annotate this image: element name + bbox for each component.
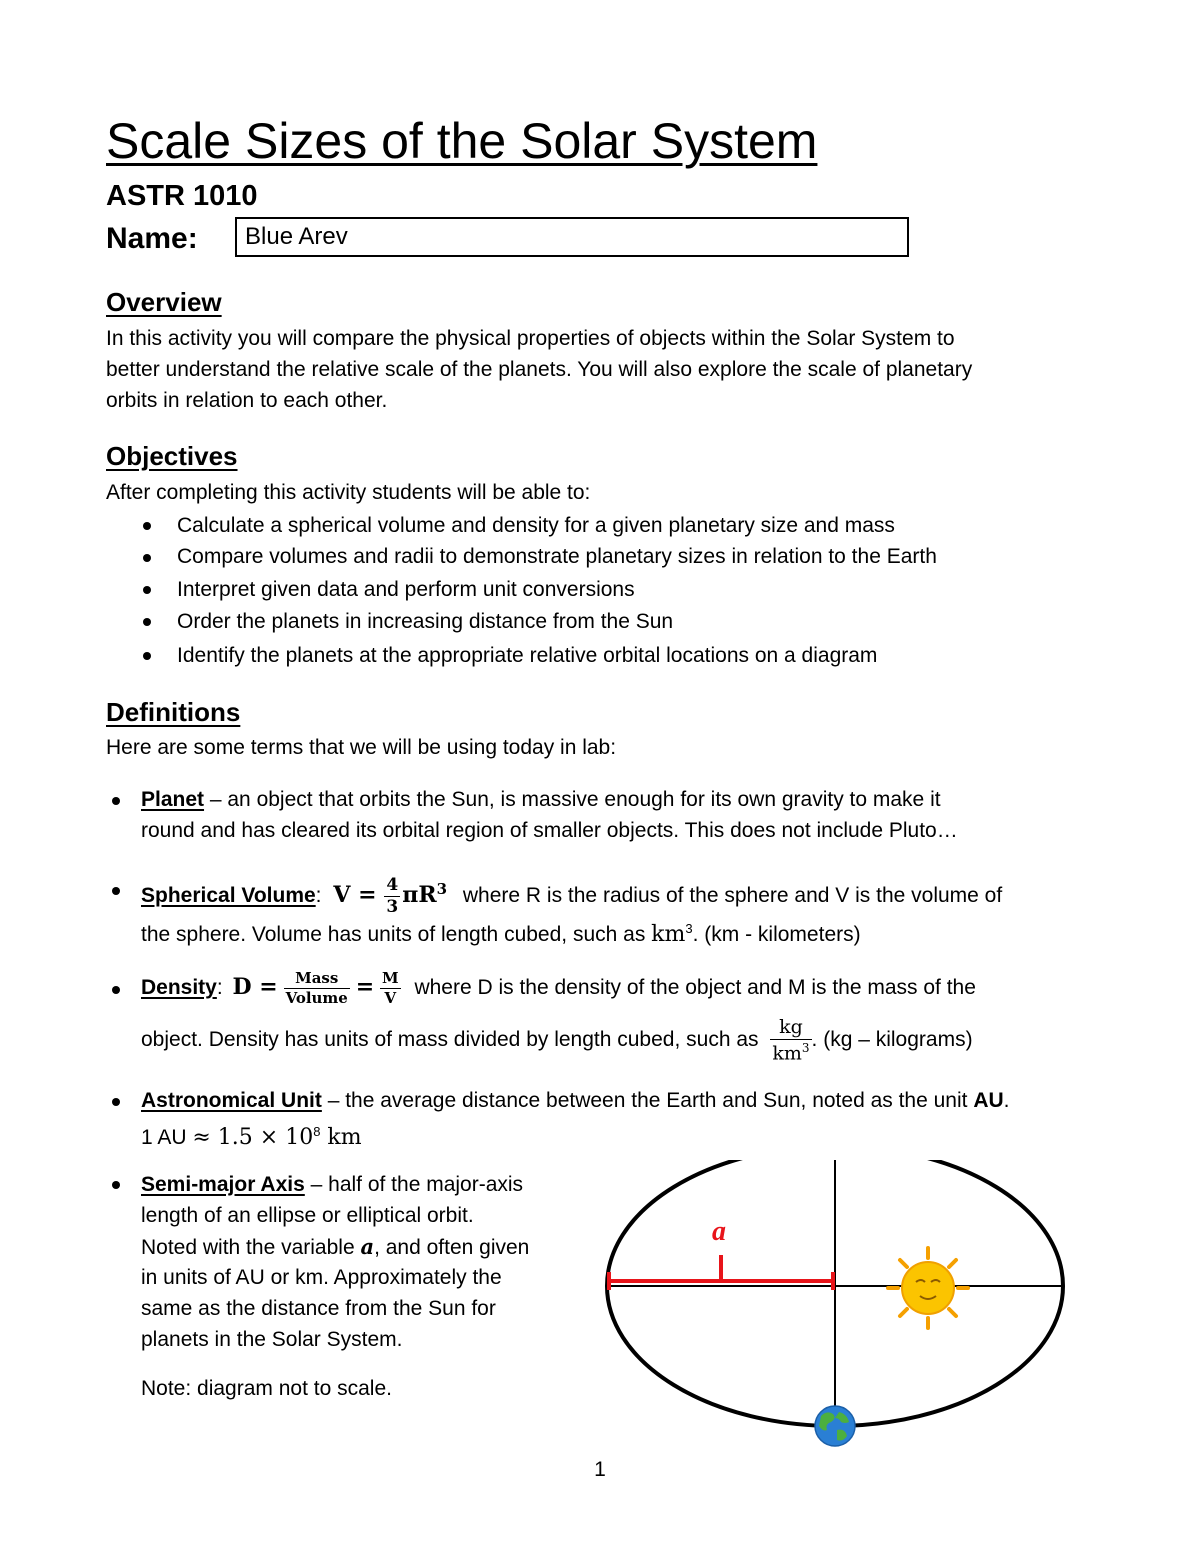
semimajor-line: length of an ellipse or elliptical orbit.: [141, 1204, 474, 1227]
bullet-icon: [112, 797, 120, 805]
term-spherical-volume: Spherical Volume: [141, 884, 316, 907]
definitions-heading: Definitions: [106, 697, 241, 727]
bullet-icon: [143, 554, 151, 562]
list-item: Order the planets in increasing distance from the Sun: [177, 610, 674, 633]
density-definition-line2: object. Density has units of mass divided by length cubed, such as $\frac{kg}{km^3}$ . (kg – kilograms): [141, 1015, 973, 1065]
name-label: Name:: [106, 222, 198, 255]
bullet-icon: [143, 522, 151, 530]
volume-fraction: $\frac{4}{3}$: [386, 874, 399, 917]
au-definition: Astronomical Unit – the average distance between the Earth and Sun, noted as the unit AU.: [141, 1089, 1010, 1112]
density-definition: Density: D = $\frac{\text{Mass}}{\text{Volume}}$ = $\frac{M}{V}$ where D is the density of the object and M is the mass of the: [141, 968, 976, 1007]
list-item: Calculate a spherical volume and density for a given planetary size and mass: [177, 514, 895, 537]
sun-icon: [888, 1248, 968, 1328]
semimajor-line: Noted with the variable a, and often given: [141, 1234, 530, 1259]
name-field[interactable]: Blue Arev: [235, 217, 909, 257]
page-number: 1: [594, 1458, 606, 1481]
diagram-note: Note: diagram not to scale.: [141, 1377, 392, 1400]
page-title: Scale Sizes of the Solar System: [106, 113, 818, 169]
bullet-icon: [112, 887, 120, 895]
planet-definition-line2: round and has cleared its orbital region of smaller objects. This does not include Pluto…: [141, 819, 958, 842]
objectives-heading: Objectives: [106, 441, 238, 471]
list-item: Compare volumes and radii to demonstrate planetary sizes in relation to the Earth: [177, 545, 937, 568]
earth-globe-icon: [815, 1406, 855, 1446]
density-unit-fraction: $\frac{kg}{km^3}$: [772, 1015, 810, 1065]
course-code: ASTR 1010: [106, 180, 258, 212]
term-planet: Planet: [141, 788, 205, 811]
volume-description: where R is the radius of the sphere and V is the volume of: [462, 884, 1003, 907]
semi-major-axis-marker: [607, 1255, 835, 1290]
volume-formula-lhs: V =: [333, 882, 377, 908]
density-fraction-m-v: $\frac{M}{V}$: [381, 968, 399, 1007]
semimajor-line: planets in the Solar System.: [141, 1328, 403, 1351]
volume-definition: Spherical Volume: V = $\frac{4}{3}$ $\pi R^3$ where R is the radius of the sphere and V is the volume of: [141, 874, 1003, 917]
list-item: Interpret given data and perform unit conversions: [177, 578, 635, 601]
semimajor-line: same as the distance from the Sun for: [141, 1297, 496, 1320]
volume-formula-rhs: πR: [402, 882, 437, 908]
overview-text: In this activity you will compare the physical properties of objects within the Solar System to better understand the relative scale of the planets. You will also explore the scale of planetary orbits in relation to each other.: [106, 327, 973, 412]
bullet-icon: [112, 1098, 120, 1106]
bullet-icon: [112, 1181, 120, 1189]
density-formula-lhs: D =: [232, 974, 278, 1000]
orbit-diagram: [590, 1160, 1090, 1450]
density-fraction-mass-volume: $\frac{\text{Mass}}{\text{Volume}}$: [285, 968, 348, 1007]
bullet-icon: [112, 986, 120, 994]
list-item: Identify the planets at the appropriate relative orbital locations on a diagram: [177, 644, 878, 667]
term-astronomical-unit: Astronomical Unit: [141, 1089, 322, 1112]
density-description: where D is the density of the object and M is the mass of the: [414, 976, 976, 999]
semimajor-line: in units of AU or km. Approximately the: [141, 1266, 502, 1289]
term-semi-major-axis: Semi-major Axis: [141, 1173, 305, 1196]
objectives-intro: After completing this activity students will be able to:: [106, 481, 591, 504]
definitions-intro: Here are some terms that we will be using today in lab:: [106, 736, 617, 759]
term-density: Density: [141, 976, 217, 999]
overview-heading: Overview: [106, 287, 222, 317]
bullet-icon: [143, 618, 151, 626]
au-value: 1 AU ≈ $1.5 \times 10^8$ km: [141, 1124, 362, 1150]
bullet-icon: [143, 586, 151, 594]
volume-definition-line2: the sphere. Volume has units of length cubed, such as $km^3$. (km - kilometers): [141, 921, 861, 947]
bullet-icon: [143, 652, 151, 660]
semimajor-definition: Semi-major Axis – half of the major-axis: [141, 1173, 524, 1196]
planet-definition: Planet – an object that orbits the Sun, is massive enough for its own gravity to make it: [141, 788, 941, 811]
semi-major-axis-label: a: [712, 1216, 726, 1247]
